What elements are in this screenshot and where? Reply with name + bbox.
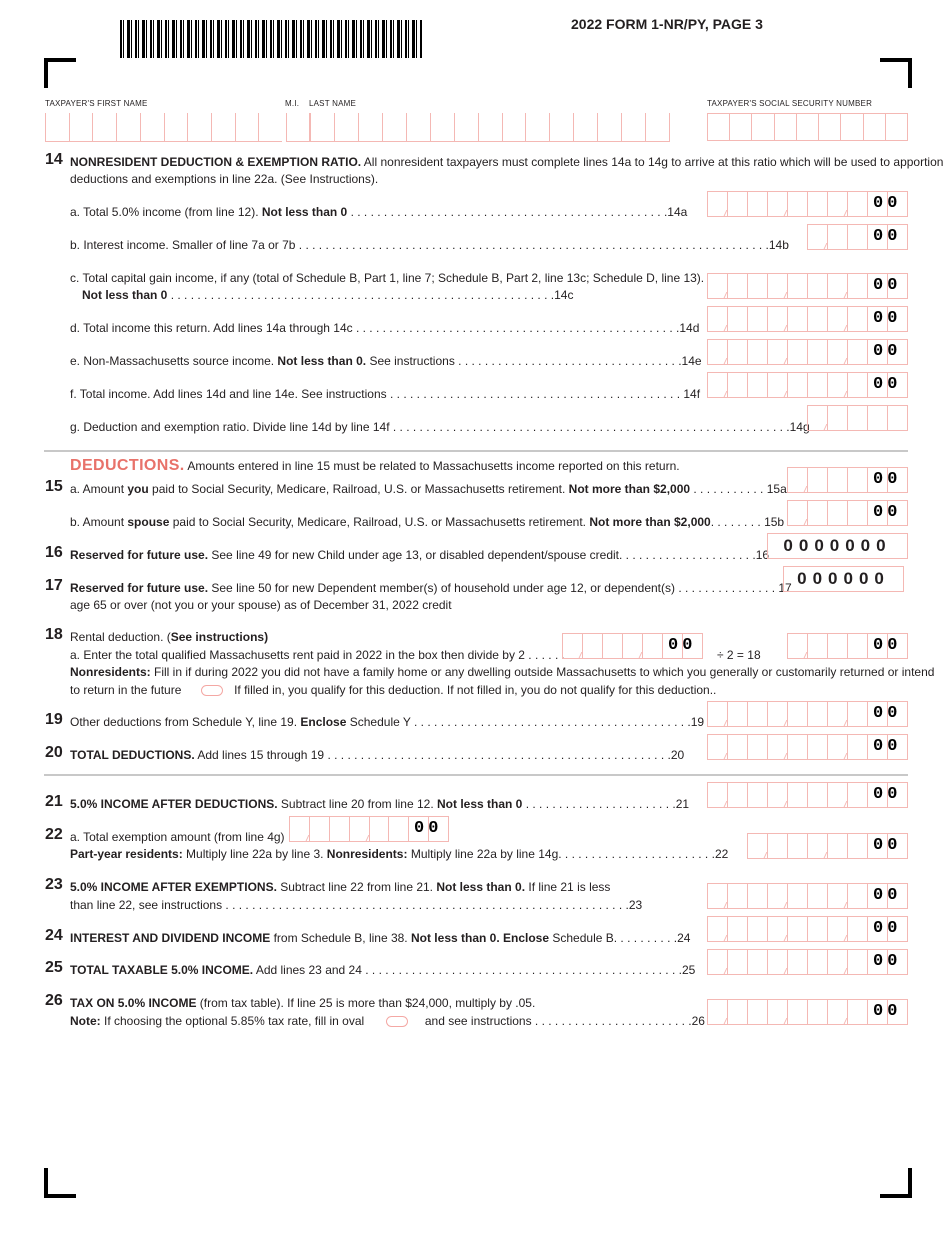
line-15b-b2: Not more than $2,000: [589, 515, 711, 529]
line-20-bold: TOTAL DEDUCTIONS.: [70, 748, 195, 762]
line-23-bold: 5.0% INCOME AFTER EXEMPTIONS.: [70, 880, 277, 894]
line-24-cents: 00: [873, 919, 902, 938]
line-18-nr-bold: Nonresidents:: [70, 665, 151, 679]
line-25-bold: TOTAL TAXABLE 5.0% INCOME.: [70, 963, 254, 977]
line-23-t2: If line 21 is less: [525, 880, 611, 894]
line-15a-b1: you: [127, 482, 149, 496]
line-24-t1: from Schedule B, line 38.: [270, 931, 411, 945]
line-14f-label: f. Total income. Add lines 14d and line 14e. See instructions . . . . . . . . . . . . . . . . . . . . . . . . . . . . . . . . . . . . . . . . . . . . 14f: [70, 387, 701, 401]
line-14b-label: b. Interest income. Smaller of line 7a or 7b . . . . . . . . . . . . . . . . . . . . . . . . . . . . . . . . . . . . . . . . . . . . . . . . . . . . . . . . . . . . . . . . . . . . . . .14b: [70, 238, 789, 252]
line-14a-cents: 00: [873, 194, 902, 213]
line-19-label: [70, 714, 704, 730]
line-14c-label-1: c. Total capital gain income, if any (total of Schedule B, Part 1, line 7; Schedule B, Part 2, line 13c; Schedule D, line 13).: [70, 271, 705, 285]
line-14d-cents: 00: [873, 309, 902, 328]
line-14c-bold: Not less than 0: [82, 288, 168, 302]
line-22-t2: Multiply line 22a by line 14g. . . . . . . . . . . . . . . . . . . . . . . .22: [407, 847, 729, 861]
line-26-note-bold: Note:: [70, 1014, 101, 1028]
corner-mark: [44, 1168, 76, 1198]
line-15b-t3: . . . . . . . . 15b: [710, 515, 785, 529]
line-14e-text: e. Non-Massachusetts source income.: [70, 354, 278, 368]
line-14-intro-1: All nonresident taxpayers must complete lines 14a to 14g to arrive at this ratio which will be used to apportion: [363, 155, 944, 169]
line-16-text: See line 49 for new Child under age 13, or disabled dependent/spouse credit. . . . . . . . . . . . . . . . . . . . .16: [208, 548, 770, 562]
line-22-bold-2: Nonresidents:: [326, 847, 408, 861]
deductions-heading: DEDUCTIONS.: [70, 457, 185, 474]
line-14-title-text: NONRESIDENT DEDUCTION & EXEMPTION RATIO.: [70, 155, 362, 169]
line-14c-label-2: [82, 287, 573, 303]
line-15b-b1: spouse: [127, 515, 170, 529]
line-18-nr-text: Fill in if during 2022 you did not have a family home or any dwelling outside Massachusetts to which you generally or customarily returned or intend: [150, 665, 935, 679]
line-22a-cents: 00: [414, 819, 443, 838]
line-19-t2: Schedule Y . . . . . . . . . . . . . . . . . . . . . . . . . . . . . . . . . . . . . . . . . .19: [346, 715, 705, 729]
line-25-cents: 00: [873, 952, 902, 971]
line-26-t1: (from tax table). If line 25 is more than $24,000, multiply by .05.: [196, 996, 536, 1010]
line-14f-cents: 00: [873, 375, 902, 394]
line-26-cents: 00: [873, 1002, 902, 1021]
line-18-title-bold: See instructions): [170, 630, 269, 644]
deductions-intro: Amounts entered in line 15 must be related to Massachusetts income reported on this return.: [187, 459, 680, 473]
line-14-title: [70, 154, 943, 170]
line-18-oval[interactable]: [201, 685, 223, 696]
line-21-bold-2: Not less than 0: [437, 797, 523, 811]
line-14e-cents: 00: [873, 342, 902, 361]
section-divider: [44, 450, 908, 452]
line-18-nr-text-3: If filled in, you qualify for this deduction. If not filled in, you do not qualify for this deduction..: [234, 683, 717, 697]
line-19-bold: Enclose: [300, 715, 347, 729]
line-26-label: [70, 995, 535, 1011]
line-14e-rest: See instructions . . . . . . . . . . . . . . . . . . . . . . . . . . . . . . . . . .14e: [366, 354, 702, 368]
corner-mark: [880, 1168, 912, 1198]
deductions-heading-row: [70, 458, 680, 474]
line-25-number: 25: [45, 959, 63, 976]
line-18a-cents: 00: [668, 636, 697, 655]
line-14e-bold: Not less than 0.: [277, 354, 367, 368]
line-24-bold-2: Not less than 0. Enclose: [410, 931, 550, 945]
line-14-intro-2: deductions and exemptions in line 22a. (See Instructions).: [70, 172, 379, 186]
line-24-label: [70, 930, 690, 946]
ssn-label: TAXPAYER'S SOCIAL SECURITY NUMBER: [707, 99, 873, 108]
line-23-t1: Subtract line 22 from line 21.: [276, 880, 437, 894]
barcode: [120, 20, 422, 58]
line-17-text: See line 50 for new Dependent member(s) of household under age 12, or dependent(s) . . . . . . . . . . . . . . . 17: [208, 581, 792, 595]
line-15a-t2: paid to Social Security, Medicare, Railroad, U.S. or Massachusetts retirement.: [148, 482, 569, 496]
line-22-cents: 00: [873, 836, 902, 855]
line-15a-t1: a. Amount: [70, 482, 128, 496]
line-14b-cents: 00: [873, 227, 902, 246]
line-23-bold-2: Not less than 0.: [436, 880, 526, 894]
line-17-value-text: 000000: [797, 569, 890, 588]
first-name-label: TAXPAYER'S FIRST NAME: [45, 99, 148, 108]
line-16-value: [767, 533, 908, 559]
form-title: 2022 FORM 1-NR/PY, PAGE 3: [571, 16, 763, 32]
last-name-input[interactable]: [310, 113, 670, 142]
line-15b-label: [70, 514, 784, 530]
line-16-number: 16: [45, 544, 63, 561]
line-20-number: 20: [45, 744, 63, 761]
line-22a-label: a. Total exemption amount (from line 4g): [70, 830, 285, 844]
line-18-cents: 00: [873, 636, 902, 655]
line-14c-dots: . . . . . . . . . . . . . . . . . . . . . . . . . . . . . . . . . . . . . . . . . . . . . . . . . . . . . . . . . .14c: [167, 288, 574, 302]
ssn-input[interactable]: [707, 113, 908, 141]
tax-rate-oval[interactable]: [386, 1016, 408, 1027]
line-14c-cents: 00: [873, 276, 902, 295]
line-18-number: 18: [45, 626, 63, 643]
line-21-cents: 00: [873, 785, 902, 804]
section-divider: [44, 774, 908, 776]
line-19-t1: Other deductions from Schedule Y, line 19.: [70, 715, 301, 729]
line-26-t3: and see instructions . . . . . . . . . . . . . . . . . . . . . . . .26: [424, 1014, 705, 1028]
line-14d-label: d. Total income this return. Add lines 14a through 14c . . . . . . . . . . . . . . . . . . . . . . . . . . . . . . . . . . . . . . . . . . . . . . . . .14d: [70, 321, 700, 335]
line-15-number: 15: [45, 478, 63, 495]
line-19-cents: 00: [873, 704, 902, 723]
line-17-label-2: age 65 or over (not you or your spouse) as of December 31, 2022 credit: [70, 598, 452, 612]
line-18-title-text: Rental deduction. (: [70, 630, 171, 644]
line-18-nonresident-1: [70, 664, 934, 680]
line-17-label: [70, 580, 792, 596]
line-16-label: [70, 547, 769, 563]
line-17-bold: Reserved for future use.: [70, 581, 209, 595]
corner-mark: [880, 58, 912, 88]
line-15a-t3: . . . . . . . . . . . 15a: [690, 482, 787, 496]
line-15b-t1: b. Amount: [70, 515, 128, 529]
line-18a-label: a. Enter the total qualified Massachusetts rent paid in 2022 in the box then divide by 2 . . . . . .: [70, 648, 565, 662]
line-23-label-2: than line 22, see instructions . . . . . . . . . . . . . . . . . . . . . . . . . . . . . . . . . . . . . . . . . . . . . . . . . . . . . . . . . . . . .23: [70, 898, 643, 912]
line-23-number: 23: [45, 876, 63, 893]
line-18-nr-text-2: to return in the future: [70, 683, 182, 697]
line-25-label: [70, 962, 695, 978]
line-20-cents: 00: [873, 737, 902, 756]
line-15b-t2: paid to Social Security, Medicare, Railroad, U.S. or Massachusetts retirement.: [169, 515, 590, 529]
line-26-bold: TAX ON 5.0% INCOME: [70, 996, 197, 1010]
line-21-number: 21: [45, 793, 63, 810]
line-15b-cents: 00: [873, 503, 902, 522]
line-22-number: 22: [45, 826, 63, 843]
line-24-number: 24: [45, 927, 63, 944]
line-21-t2: . . . . . . . . . . . . . . . . . . . . . . .21: [522, 797, 690, 811]
line-22-label: [70, 846, 728, 862]
line-18-nonresident-2: [70, 682, 716, 698]
line-14-number: 14: [45, 151, 63, 168]
line-23-cents: 00: [873, 886, 902, 905]
line-24-bold: INTEREST AND DIVIDEND INCOME: [70, 931, 271, 945]
line-21-bold: 5.0% INCOME AFTER DEDUCTIONS.: [70, 797, 278, 811]
line-14g-label: g. Deduction and exemption ratio. Divide line 14d by line 14f . . . . . . . . . . . . . . . . . . . . . . . . . . . . . . . . . . . . . . . . . . . . . . . . . . . . . . . . . . . .14g: [70, 420, 810, 434]
line-19-number: 19: [45, 711, 63, 728]
line-22-t1: Multiply line 22a by line 3.: [182, 847, 327, 861]
line-22-bold-1: Part-year residents:: [70, 847, 183, 861]
mi-input[interactable]: [286, 113, 310, 142]
line-16-value-text: 0000000: [783, 536, 892, 555]
line-21-label: [70, 796, 689, 812]
last-name-label: LAST NAME: [309, 99, 356, 108]
line-21-t1: Subtract line 20 from line 12.: [277, 797, 437, 811]
line-26-note: [70, 1013, 705, 1029]
corner-mark: [44, 58, 76, 88]
line-25-t1: Add lines 23 and 24 . . . . . . . . . . . . . . . . . . . . . . . . . . . . . . . . . . . . . . . . . . . . . . . .25: [253, 963, 696, 977]
line-14a-text: a. Total 5.0% income (from line 12).: [70, 205, 262, 219]
line-14g-input[interactable]: [807, 405, 908, 431]
line-15a-b2: Not more than $2,000: [568, 482, 691, 496]
line-18-title: [70, 629, 268, 645]
line-20-label: [70, 747, 684, 763]
line-14a-dots: . . . . . . . . . . . . . . . . . . . . . . . . . . . . . . . . . . . . . . . . . . . . . . . .14a: [347, 205, 688, 219]
line-24-t2: Schedule B. . . . . . . . . .24: [549, 931, 691, 945]
mi-label: M.I.: [285, 99, 300, 108]
line-26-t2: If choosing the optional 5.85% tax rate, fill in oval: [100, 1014, 365, 1028]
line-18-divide: ÷ 2 = 18: [717, 648, 761, 662]
line-15a-cents: 00: [873, 470, 902, 489]
line-16-bold: Reserved for future use.: [70, 548, 209, 562]
line-17-value: [783, 566, 904, 592]
first-name-input[interactable]: [45, 113, 282, 142]
line-14e-label: [70, 353, 702, 369]
line-20-text: Add lines 15 through 19 . . . . . . . . . . . . . . . . . . . . . . . . . . . . . . . . . . . . . . . . . . . . . . . . . . . .20: [194, 748, 685, 762]
line-26-number: 26: [45, 992, 63, 1009]
line-23-label: [70, 879, 610, 895]
line-14a-label: [70, 204, 687, 220]
line-15a-label: [70, 481, 787, 497]
line-14a-bold: Not less than 0: [261, 205, 348, 219]
line-17-number: 17: [45, 577, 63, 594]
